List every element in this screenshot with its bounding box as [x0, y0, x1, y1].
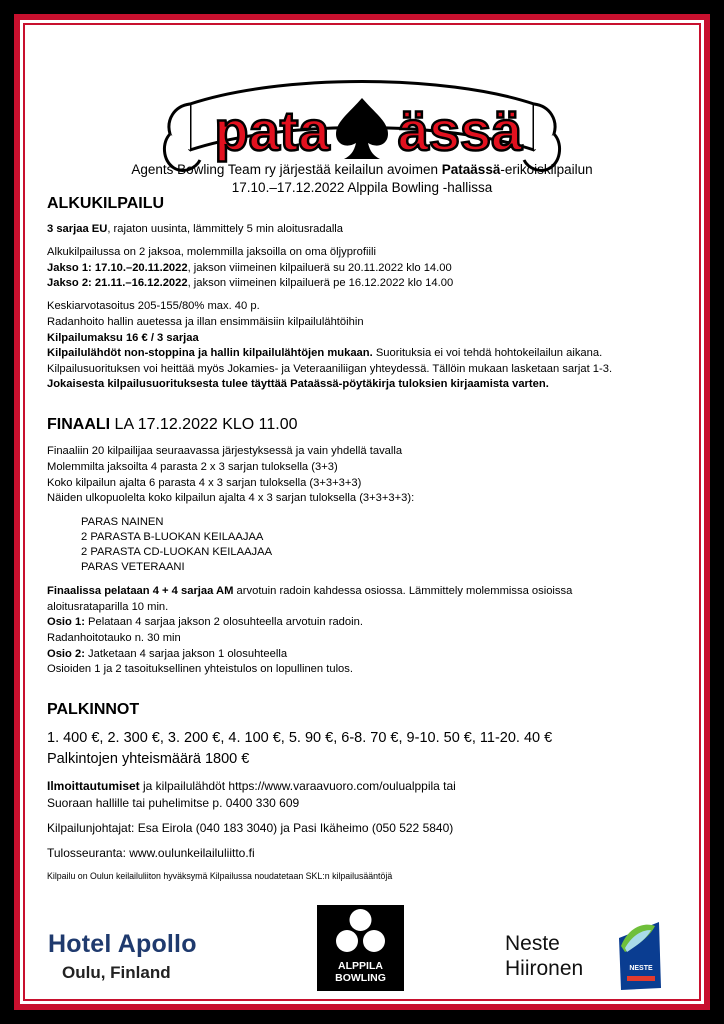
hotel-apollo-location: Oulu, Finland [62, 963, 171, 982]
alku-line-5: Keskiarvotasoitus 205-155/80% max. 40 p. [47, 300, 260, 312]
intro-line-1: Agents Bowling Team ry järjestää keilailun avoimen Pataässä-erikoiskilpailun [131, 162, 593, 177]
finaali-line-7: Osio 1: Pelataan 4 sarjaa jakson 2 olosuhteella arvotuin radoin. [47, 616, 363, 628]
bowling-text: BOWLING [335, 972, 386, 984]
finaali-list-item: 2 PARASTA B-LUOKAN KEILAAJAA [81, 531, 264, 543]
finaali-list-item: PARAS VETERAANI [81, 561, 185, 573]
finaali-list-item: 2 PARASTA CD-LUOKAN KEILAAJAA [81, 546, 273, 558]
hiironen-text: Hiironen [505, 957, 584, 980]
alku-line-3: Jakso 1: 17.10.–20.11.2022, jakson viimeinen kilpailuerä su 20.11.2022 klo 14.00 [47, 262, 452, 274]
finaali-list-item: PARAS NAINEN [81, 516, 164, 528]
competition-directors: Kilpailunjohtajat: Esa Eirola (040 183 3040) ja Pasi Ikäheimo (050 522 5840) [47, 821, 454, 835]
bowling-pins-icon [317, 905, 404, 961]
alku-line-6: Radanhoito hallin auetessa ja illan ensimmäisiin kilpailulähtöihin [47, 316, 364, 328]
finaali-line-9: Osio 2: Jatketaan 4 sarjaa jakson 1 olosuhteella [47, 648, 288, 660]
rules-note: Kilpailu on Oulun keilailuliiton hyväksymä Kilpailussa noudatetaan SKL:n kilpailusääntöjä [47, 871, 393, 881]
finaali-heading: FINAALI LA 17.12.2022 KLO 11.00 [47, 416, 298, 433]
alku-line-1: 3 sarjaa EU, rajaton uusinta, lämmittely 5 min aloitusradalla [47, 223, 344, 235]
alku-line-8: Kilpailulähdöt non-stoppina ja hallin kilpailulähtöjen mukaan. Suorituksia ei voi tehdä hohtokeilailun aikana. [47, 347, 603, 359]
alku-line-2: Alkukilpailussa on 2 jaksoa, molemmilla jaksoilla on oma öljyprofiili [47, 246, 376, 258]
poster [28, 28, 696, 996]
alku-line-9: Kilpailusuorituksen voi heittää myös Jokamies- ja Veteraaniliigan yhteydessä. Tällöin mukaan lasketaan sarjat 1-3. [47, 363, 613, 375]
finaali-line-4: Näiden ulkopuolelta koko kilpailun ajalta 4 x 3 sarjan tuloksella (3+3+3+3): [47, 492, 415, 504]
intro-line-2: 17.10.–17.12.2022 Alppila Bowling -hallissa [231, 180, 493, 195]
alkukilpailu-heading: ALKUKILPAILU [47, 195, 165, 212]
finaali-line-3: Koko kilpailun ajalta 6 parasta 4 x 3 sarjan tuloksella (3+3+3+3) [47, 477, 362, 489]
finaali-line-1: Finaaliin 20 kilpailijaa seuraavassa järjestyksessä ja vain yhdellä tavalla [47, 445, 403, 457]
alku-line-4: Jakso 2: 21.11.–16.12.2022, jakson viimeinen kilpailuerä pe 16.12.2022 klo 14.00 [47, 277, 454, 289]
neste-sign-text: NESTE [629, 965, 653, 972]
alku-line-10: Jokaisesta kilpailusuorituksesta tulee täyttää Pataässä-pöytäkirja tuloksien kirjaamista varten. [47, 378, 549, 390]
registration-line: Ilmoittautumiset ja kilpailulähdöt https://www.varaavuoro.com/oulualppila tai [47, 779, 456, 793]
prizes-total: Palkintojen yhteismäärä 1800 € [47, 751, 250, 767]
alppila-text: ALPPILA [338, 960, 383, 972]
alku-line-7: Kilpailumaksu 16 € / 3 sarjaa [47, 332, 199, 344]
finaali-line-8: Radanhoitotauko n. 30 min [47, 632, 181, 644]
finaali-line-10: Osioiden 1 ja 2 tasoituksellinen yhteistulos on lopullinen tulos. [47, 663, 353, 675]
palkinnot-heading: PALKINNOT [47, 701, 140, 718]
finaali-line-2: Molemmilta jaksoilta 4 parasta 2 x 3 sarjan tuloksella (3+3) [47, 461, 338, 473]
neste-station-sign-icon [611, 918, 667, 992]
results-link: Tulosseuranta: www.oulunkeilailuliitto.fi [47, 846, 255, 860]
hotel-apollo-logo: Hotel Apollo [48, 930, 197, 958]
alppila-bowling-logo [317, 905, 404, 991]
registration-line-2: Suoraan hallille tai puhelimitse p. 0400 330 609 [47, 796, 300, 810]
prizes-list: 1. 400 €, 2. 300 €, 3. 200 €, 4. 100 €, 5. 90 €, 6-8. 70 €, 9-10. 50 €, 11-20. 40 € [47, 730, 553, 746]
logo-text-right: ässä [397, 99, 523, 162]
finaali-line-5: Finaalissa pelataan 4 + 4 sarjaa AM arvotuin radoin kahdessa osiossa. Lämmittely molemmissa osioissa [47, 585, 573, 597]
logo-text-left: pata [214, 99, 330, 162]
neste-text: Neste [505, 932, 560, 955]
finaali-line-6: aloitusrataparilla 10 min. [47, 601, 169, 613]
